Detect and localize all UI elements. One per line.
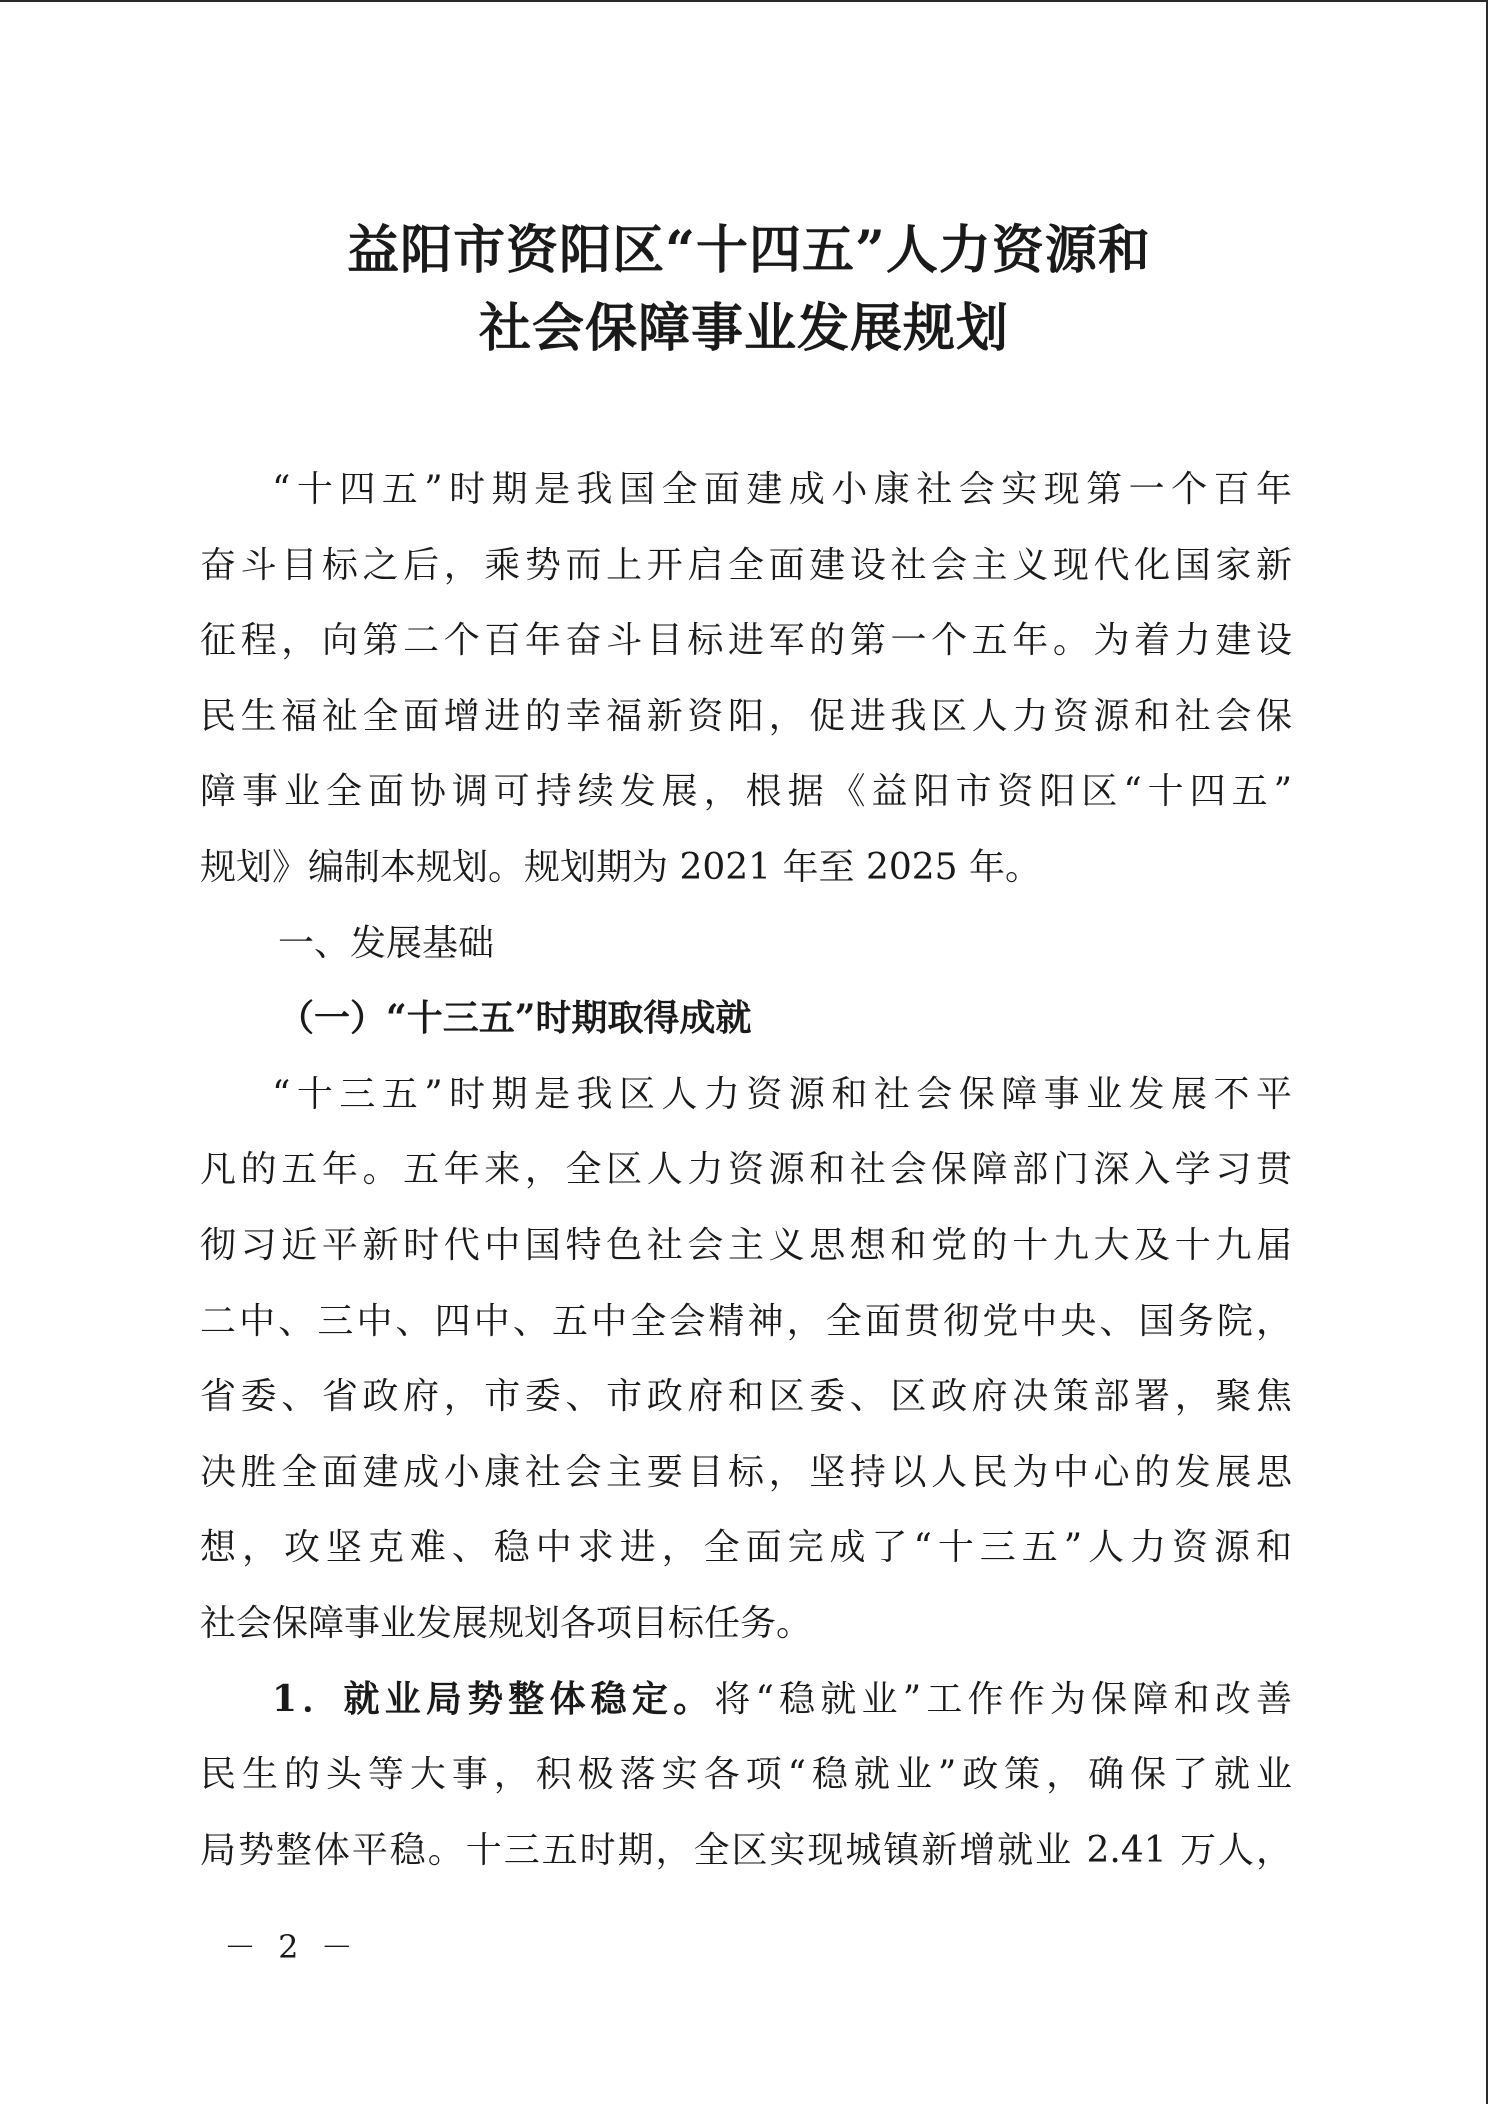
intro-line: 征程，向第二个百年奋斗目标进军的第一个五年。为着力建设 xyxy=(200,620,1292,662)
page-top-border xyxy=(0,0,1488,2)
item-1-first-line xyxy=(200,1662,1292,1738)
intro-line: 奋斗目标之后，乘势而上开启全面建设社会主义现代化国家新 xyxy=(200,544,1292,586)
section-line: 凡的五年。五年来，全区人力资源和社会保障部门深入学习贯 xyxy=(200,1149,1292,1191)
document-title xyxy=(0,212,1488,368)
intro-line: “十四五”时期是我国全面建成小康社会实现第一个百年 xyxy=(272,469,1292,510)
intro-line: 障事业全面协调可持续发展，根据《益阳市资阳区“十四五” xyxy=(200,771,1292,813)
title-line-1: 益阳市资阳区“十四五”人力资源和 xyxy=(347,220,1151,281)
intro-line: 民生福祉全面增进的幸福新资阳，促进我区人力资源和社会保 xyxy=(200,695,1292,737)
title-line-2: 社会保障事业发展规划 xyxy=(478,298,1009,359)
intro-line: 规划》编制本规划。规划期为 2021 年至 2025 年。 xyxy=(200,846,1042,888)
document-body xyxy=(200,452,1292,1888)
item-1-first-rest: 将“稳就业”工作作为保障和改善 xyxy=(714,1678,1292,1720)
section-heading-2: （一）“十三五”时期取得成就 xyxy=(278,997,752,1040)
section-line: 彻习近平新时代中国特色社会主义思想和党的十九大及十九届 xyxy=(200,1224,1292,1266)
page-number: － 2 － xyxy=(224,1928,359,1966)
section-line: “十三五”时期是我区人力资源和社会保障事业发展不平 xyxy=(272,1073,1292,1115)
section-line: 二中、三中、四中、五中全会精神，全面贯彻党中央、国务院， xyxy=(200,1300,1292,1342)
section-line: 想，攻坚克难、稳中求进，全面完成了“十三五”人力资源和 xyxy=(200,1527,1292,1569)
item-1-line: 民生的头等大事，积极落实各项“稳就业”政策，确保了就业 xyxy=(200,1754,1292,1796)
section-line: 社会保障事业发展规划各项目标任务。 xyxy=(200,1602,813,1644)
section-line: 决胜全面建成小康社会主要目标，坚持以人民为中心的发展思 xyxy=(200,1451,1292,1493)
section-line: 省委、省政府，市委、市政府和区委、区政府决策部署，聚焦 xyxy=(200,1376,1292,1418)
item-1-line: 局势整体平稳。十三五时期，全区实现城镇新增就业 2.41 万人， xyxy=(200,1829,1292,1871)
section-heading-1: 一、发展基础 xyxy=(278,922,495,964)
item-1-lead: 1．就业局势整体稳定。 xyxy=(272,1677,715,1720)
